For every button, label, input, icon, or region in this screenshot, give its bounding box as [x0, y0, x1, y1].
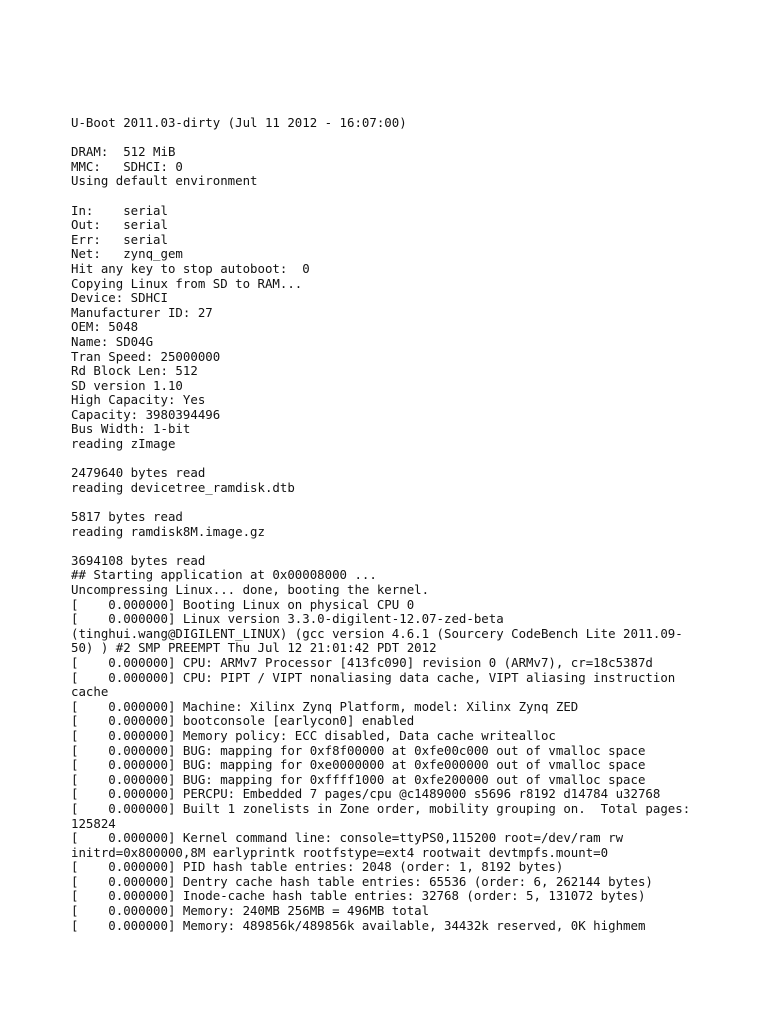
log-line: DRAM: 512 MiB [71, 145, 176, 160]
log-line: [ 0.000000] BUG: mapping for 0xf8f00000 at 0xfe00c000 out of vmalloc space [71, 743, 646, 758]
log-line: Bus Width: 1-bit [71, 422, 191, 437]
log-line: Out: serial [71, 218, 168, 233]
log-line: (tinghui.wang@DIGILENT_LINUX) (gcc version 4.6.1 (Sourcery CodeBench Lite 2011.09- [71, 626, 683, 641]
log-line: Err: serial [71, 232, 168, 247]
log-line: High Capacity: Yes [71, 393, 206, 408]
log-line: Manufacturer ID: 27 [71, 305, 213, 320]
log-line: [ 0.000000] bootconsole [earlycon0] enabled [71, 714, 415, 729]
log-line: [ 0.000000] CPU: ARMv7 Processor [413fc090] revision 0 (ARMv7), cr=18c5387d [71, 655, 653, 670]
log-line: [ 0.000000] Dentry cache hash table entries: 65536 (order: 6, 262144 bytes) [71, 874, 653, 889]
log-line: 125824 [71, 816, 116, 831]
log-line: Using default environment [71, 174, 258, 189]
log-line: Device: SDHCI [71, 291, 168, 306]
log-line: [ 0.000000] BUG: mapping for 0xffff1000 at 0xfe200000 out of vmalloc space [71, 772, 646, 787]
log-line: [ 0.000000] PID hash table entries: 2048 (order: 1, 8192 bytes) [71, 860, 564, 875]
log-line: In: serial [71, 203, 168, 218]
log-line [71, 495, 761, 510]
log-line: [ 0.000000] BUG: mapping for 0xe0000000 at 0xfe000000 out of vmalloc space [71, 758, 646, 773]
log-line: reading ramdisk8M.image.gz [71, 524, 265, 539]
log-line: 3694108 bytes read [71, 553, 206, 568]
log-line: [ 0.000000] CPU: PIPT / VIPT nonaliasing data cache, VIPT aliasing instruction [71, 670, 676, 685]
log-line: Hit any key to stop autoboot: 0 [71, 261, 310, 276]
log-line: OEM: 5048 [71, 320, 139, 335]
log-line: reading devicetree_ramdisk.dtb [71, 480, 295, 495]
log-line: [ 0.000000] Kernel command line: console=ttyPS0,115200 root=/dev/ram rw [71, 831, 624, 846]
log-line: 2479640 bytes read [71, 466, 206, 481]
log-line: MMC: SDHCI: 0 [71, 159, 183, 174]
log-line: reading zImage [71, 437, 176, 452]
log-line: [ 0.000000] PERCPU: Embedded 7 pages/cpu @c1489000 s5696 r8192 d14784 u32768 [71, 787, 661, 802]
log-line: Tran Speed: 25000000 [71, 349, 221, 364]
log-line [71, 452, 761, 467]
log-line: ## Starting application at 0x00008000 ... [71, 568, 377, 583]
log-line: [ 0.000000] Booting Linux on physical CPU 0 [71, 597, 415, 612]
log-line: [ 0.000000] Memory: 240MB 256MB = 496MB total [71, 904, 430, 919]
log-line: Capacity: 3980394496 [71, 407, 221, 422]
log-line: Net: zynq_gem [71, 247, 183, 262]
log-line: [ 0.000000] Memory: 489856k/489856k available, 34432k reserved, 0K highmem [71, 918, 646, 933]
log-line: [ 0.000000] Memory policy: ECC disabled, Data cache writealloc [71, 728, 556, 743]
log-line: 5817 bytes read [71, 510, 183, 525]
log-line: cache [71, 685, 109, 700]
log-line: Rd Block Len: 512 [71, 364, 198, 379]
log-line: [ 0.000000] Linux version 3.3.0-digilent-12.07-zed-beta [71, 612, 504, 627]
log-line: 50) ) #2 SMP PREEMPT Thu Jul 12 21:01:42 PDT 2012 [71, 641, 437, 656]
log-line: SD version 1.10 [71, 378, 183, 393]
log-line: [ 0.000000] Inode-cache hash table entries: 32768 (order: 5, 131072 bytes) [71, 889, 646, 904]
log-line: [ 0.000000] Built 1 zonelists in Zone order, mobility grouping on. Total pages: [71, 801, 691, 816]
log-line: Copying Linux from SD to RAM... [71, 276, 303, 291]
log-line [71, 131, 761, 146]
log-line [71, 539, 761, 554]
log-line: U-Boot 2011.03-dirty (Jul 11 2012 - 16:07:00) [71, 116, 407, 130]
log-line: Uncompressing Linux... done, booting the kernel. [71, 583, 430, 597]
boot-log [71, 116, 761, 933]
log-line: [ 0.000000] Machine: Xilinx Zynq Platform, model: Xilinx Zynq ZED [71, 699, 579, 714]
log-line [71, 189, 761, 204]
log-line: initrd=0x800000,8M earlyprintk rootfstype=ext4 rootwait devtmpfs.mount=0 [71, 845, 609, 860]
document-page [71, 116, 761, 933]
log-line: Name: SD04G [71, 334, 154, 349]
